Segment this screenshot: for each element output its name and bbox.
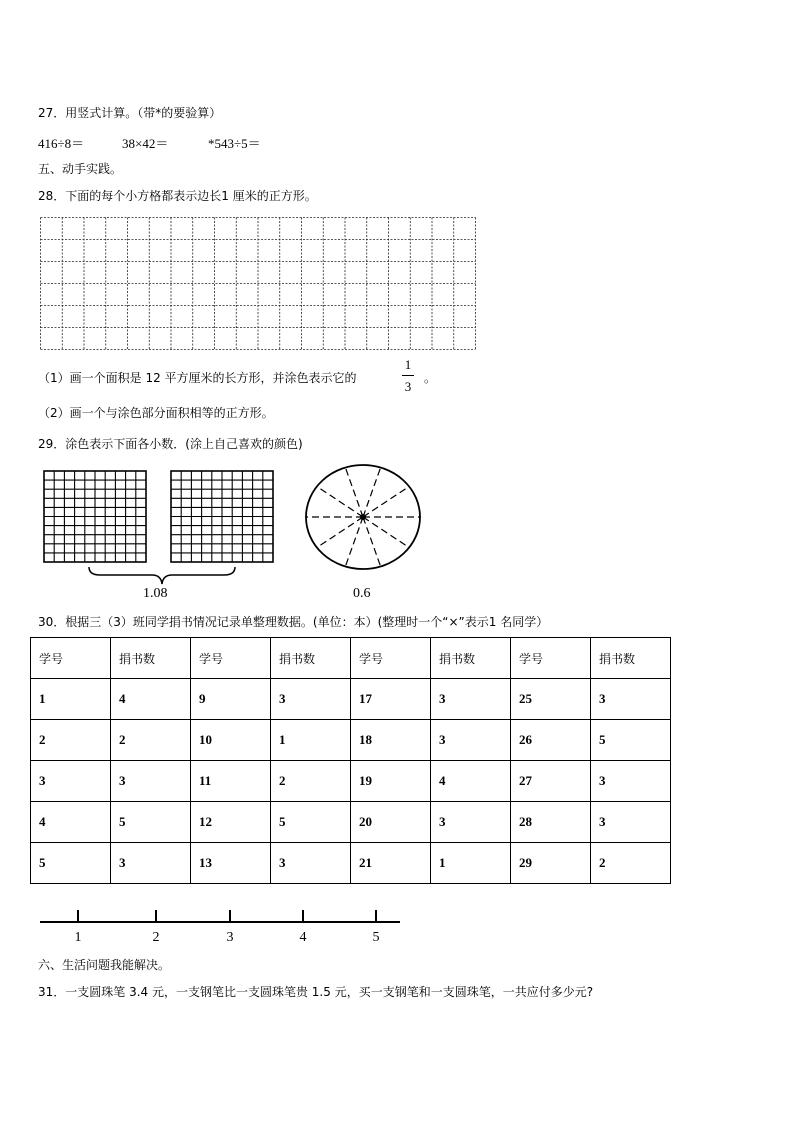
table-cell: 3 bbox=[431, 679, 511, 720]
table-cell: 21 bbox=[351, 843, 431, 884]
table-cell: 2 bbox=[271, 761, 351, 802]
table-cell: 27 bbox=[511, 761, 591, 802]
table-cell: 3 bbox=[271, 843, 351, 884]
sector-line bbox=[363, 486, 409, 517]
table-header-cell: 捐书数 bbox=[271, 638, 351, 679]
hundred-grid-1[interactable] bbox=[43, 470, 147, 563]
brace bbox=[88, 566, 236, 586]
fraction-denominator: 3 bbox=[404, 379, 412, 394]
decimal-label-2: 0.6 bbox=[353, 586, 371, 601]
q30-heading: 30．根据三（3）班同学捐书情况记录单整理数据。(单位：本）(整理时一个“×”表示1 名同学） bbox=[38, 615, 549, 629]
decimal-label-1: 1.08 bbox=[143, 586, 168, 601]
table-cell: 1 bbox=[431, 843, 511, 884]
hundred-grid-2[interactable] bbox=[170, 470, 274, 563]
table-cell: 13 bbox=[191, 843, 271, 884]
table-row bbox=[31, 679, 671, 720]
table-cell: 3 bbox=[111, 843, 191, 884]
table-cell: 3 bbox=[431, 720, 511, 761]
table-cell: 1 bbox=[31, 679, 111, 720]
axis-label: 3 bbox=[226, 930, 234, 945]
fraction-numerator: 1 bbox=[404, 357, 412, 372]
sector-line bbox=[317, 486, 363, 517]
table-cell: 17 bbox=[351, 679, 431, 720]
number-axis bbox=[38, 908, 402, 948]
table-cell: 3 bbox=[111, 761, 191, 802]
q31-text: 31．一支圆珠笔 3.4 元，一支钢笔比一支圆珠笔贵 1.5 元，买一支钢笔和一支圆珠笔，一共应付多少元? bbox=[38, 985, 594, 999]
table-header-cell: 捐书数 bbox=[591, 638, 671, 679]
table-cell: 19 bbox=[351, 761, 431, 802]
table-cell: 3 bbox=[591, 679, 671, 720]
table-header-cell: 学号 bbox=[351, 638, 431, 679]
q28-part1-end: 。 bbox=[424, 371, 437, 385]
table-row bbox=[31, 802, 671, 843]
q27-problem-1: 416÷8＝ bbox=[38, 136, 85, 151]
table-cell: 29 bbox=[511, 843, 591, 884]
table-cell: 2 bbox=[31, 720, 111, 761]
circle-center bbox=[360, 514, 366, 520]
q27-problem-3: *543÷5＝ bbox=[208, 136, 261, 151]
section-6-title: 六、生活问题我能解决。 bbox=[38, 958, 171, 972]
table-cell: 3 bbox=[271, 679, 351, 720]
axis-label: 1 bbox=[74, 930, 82, 945]
donation-table bbox=[30, 637, 671, 884]
table-cell: 12 bbox=[191, 802, 271, 843]
table-cell: 28 bbox=[511, 802, 591, 843]
fraction-bar bbox=[402, 375, 414, 376]
table-cell: 18 bbox=[351, 720, 431, 761]
table-cell: 26 bbox=[511, 720, 591, 761]
table-cell: 4 bbox=[111, 679, 191, 720]
table-cell: 3 bbox=[591, 802, 671, 843]
table-cell: 3 bbox=[431, 802, 511, 843]
q29-heading: 29．涂色表示下面各小数．(涂上自己喜欢的颜色) bbox=[38, 437, 303, 451]
table-header-cell: 学号 bbox=[191, 638, 271, 679]
table-cell: 3 bbox=[591, 761, 671, 802]
q27-heading: 27．用竖式计算。（带*的要验算） bbox=[38, 106, 222, 120]
q28-heading: 28．下面的每个小方格都表示边长1 厘米的正方形。 bbox=[38, 189, 317, 203]
table-cell: 25 bbox=[511, 679, 591, 720]
table-cell: 4 bbox=[431, 761, 511, 802]
sector-line bbox=[345, 517, 363, 566]
table-cell: 5 bbox=[111, 802, 191, 843]
table-cell: 5 bbox=[591, 720, 671, 761]
table-cell: 5 bbox=[31, 843, 111, 884]
axis-label: 4 bbox=[299, 930, 307, 945]
q28-part2-text: （2）画一个与涂色部分面积相等的正方形。 bbox=[38, 406, 274, 420]
table-cell: 11 bbox=[191, 761, 271, 802]
section-5-title: 五、动手实践。 bbox=[38, 162, 123, 176]
table-cell: 4 bbox=[31, 802, 111, 843]
sector-line bbox=[317, 517, 363, 548]
table-row bbox=[31, 720, 671, 761]
sector-line bbox=[363, 517, 381, 566]
table-header-cell: 学号 bbox=[511, 638, 591, 679]
table-cell: 5 bbox=[271, 802, 351, 843]
sector-line bbox=[345, 468, 363, 517]
table-cell: 10 bbox=[191, 720, 271, 761]
table-cell: 1 bbox=[271, 720, 351, 761]
table-row bbox=[31, 843, 671, 884]
table-cell: 3 bbox=[31, 761, 111, 802]
axis-label: 2 bbox=[152, 930, 160, 945]
sector-line bbox=[363, 468, 381, 517]
table-header-row bbox=[31, 638, 671, 679]
table-cell: 20 bbox=[351, 802, 431, 843]
q27-problem-2: 38×42＝ bbox=[122, 136, 169, 151]
table-row bbox=[31, 761, 671, 802]
table-cell: 2 bbox=[591, 843, 671, 884]
square-grid[interactable] bbox=[40, 217, 476, 350]
table-header-cell: 捐书数 bbox=[431, 638, 511, 679]
q28-part1-text: （1）画一个面积是 12 平方厘米的长方形，并涂色表示它的 bbox=[38, 371, 357, 385]
axis-label: 5 bbox=[372, 930, 380, 945]
table-header-cell: 捐书数 bbox=[111, 638, 191, 679]
sector-line bbox=[363, 517, 409, 548]
table-cell: 9 bbox=[191, 679, 271, 720]
sector-circle[interactable] bbox=[303, 462, 423, 572]
table-header-cell: 学号 bbox=[31, 638, 111, 679]
table-cell: 2 bbox=[111, 720, 191, 761]
